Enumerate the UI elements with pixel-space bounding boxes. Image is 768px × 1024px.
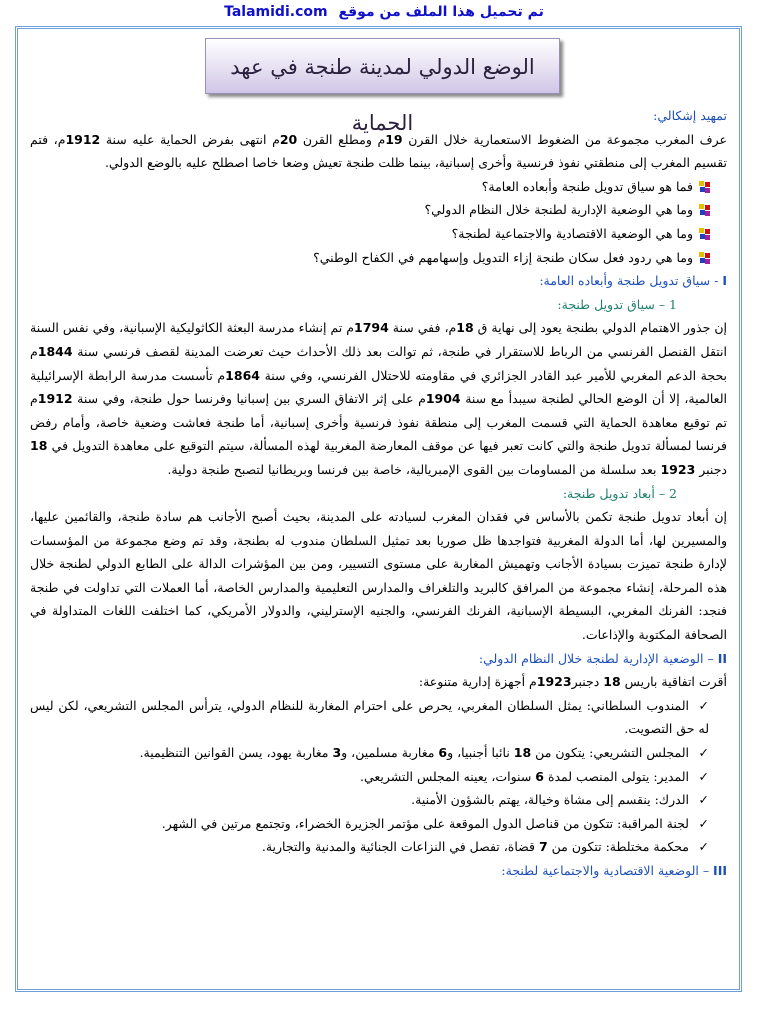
- intro-paragraph: عرف المغرب مجموعة من الضغوط الاستعمارية خلال القرن 19م ومطلع القرن 20م انتهى بفرض الحماية عليه سنة 1912م، فتم تقسيم المغرب إلى منطقتي نفوذ فرنسية وأخرى إسبانية، بينما ظلت طنجة تعيش وضعا خاصا اصطلح عليه بالوضع الدولي.: [30, 131, 727, 171]
- checkmark-icon: ✓: [698, 745, 709, 761]
- section-2-heading: II – الوضعية الإدارية لطنجة خلال النظام الدولي:: [478, 650, 727, 666]
- section-1-1-paragraph: إن جذور الاهتمام الدولي بطنجة يعود إلى نهاية ق 18م، ففي سنة 1794م تم إنشاء مدرسة البعثة الكاثوليكية الإسبانية، وفي نفس السنة انتقل القنصل الفرنسي من الرباط للاستقرار في طنجة، ثم توالت بعد ذلك الأحداث حيث تعرضت المدينة لقصف فرنسي سنة 1844م بحجة الدعم المغربي للأمير عبد القادر الجزائري في مقاومته للاحتلال الفرنسي، وفي سنة 1864م تأسست مدرسة الرابطة الإسرائيلية العالمية، إلا أن الوضع الحالي لطنجة سيبدأ مع سنة 1904م على إثر الاتفاق السري بين إسبانيا وفرنسا حول طنجة، وفي سنة 1912م تم توقيع معاهدة الحماية التي قسمت المغرب إلى منطقة نفوذ فرنسية وأخرى إسبانية، أما طنجة فعاشت وضعية خاصة، وأمام رفض فرنسا لمسألة تدويل طنجة والتي كانت تعبر فيها عن موقف المعارضة المغربية لهذه المسألة، سيتم التوقيع على معاهدة التدويل في 18 دجنبر 1923 بعد سلسلة من المساومات بين القوى الإمبريالية، خاصة بين فرنسا وبريطانيا لتصبح طنجة دولية.: [30, 320, 727, 477]
- admin-body-item: ✓المندوب السلطاني: يمثل السلطان المغربي، يحرص على احترام المغاربة للنظام الدولي، يترأس المجلس التشريعي، لكن ليس له حق التصويت.: [30, 694, 727, 741]
- section-2-intro: أقرت اتفاقية باريس 18 دجنبر1923م أجهزة إدارية متنوعة:: [418, 674, 727, 690]
- section-3-heading: III – الوضعية الاقتصادية والاجتماعية لطنجة:: [501, 863, 727, 878]
- section-1-heading: I - سياق تدويل طنجة وأبعاده العامة:: [539, 273, 727, 289]
- admin-body-item: ✓لجنة المراقبة: تتكون من قناصل الدول الموقعة على مؤتمر الجزيرة الخضراء، وتجتمع مرتين في الشهر.: [30, 812, 727, 836]
- admin-body-item: ✓المدير: يتولى المنصب لمدة 6 سنوات، يعينه المجلس التشريعي.: [30, 765, 727, 789]
- admin-body-item: ✓الدرك: ينقسم إلى مشاة وخيالة، يهتم بالشؤون الأمنية.: [30, 788, 727, 812]
- multicolor-square-bullet-icon: [699, 228, 711, 240]
- subsection-1-2-heading: 2 – أبعاد تدويل طنجة:: [562, 485, 677, 501]
- checkmark-icon: ✓: [698, 697, 709, 713]
- multicolor-square-bullet-icon: [699, 181, 711, 193]
- checkmark-icon: ✓: [698, 839, 709, 855]
- admin-body-item: ✓المجلس التشريعي: يتكون من 18 نائبا أجنبيا، و6 مغاربة مسلمين، و3 مغاربة يهود، يسن القوانين التنظيمية.: [30, 741, 727, 765]
- document-body: [30, 104, 727, 883]
- download-banner[interactable]: [0, 4, 768, 20]
- question-item: وما هي الوضعية الاقتصادية والاجتماعية لطنجة؟: [30, 222, 727, 246]
- checkmark-icon: ✓: [698, 768, 709, 784]
- intro-heading: تمهيد إشكالي:: [653, 108, 727, 123]
- title-box: [205, 38, 560, 135]
- multicolor-square-bullet-icon: [699, 204, 711, 216]
- section-1-2-paragraph: إن أبعاد تدويل طنجة تكمن بالأساس في فقدان المغرب لسيادته على المدينة، بحيث أصبح الأجانب هم سادة طنجة، والقائمين عليها، والمسيرين لها، أما الدولة المغربية فتواجدها ظل صوريا بعد تمثيل السلطان مندوب له بطنجة، وقد تم وضع مجموعة من المؤسسات لإدارة طنجة تميزت بسيادة الأجانب وتهميش المغاربة على مستوى التسيير، ومن بين المؤشرات الدالة على الطابع الدولي لطنجة خلال هذه المرحلة، إنشاء مجموعة من المرافق كالبريد والتلغراف والمدارس التعليمية والمدارس الخاصة، أما العملات التي تداولت في طنجة فنجد: الفرنك المغربي، البسيطة الإسبانية، الفرنك الفرنسي، والجنيه الإسترليني، والدولار الأمريكي، كما اختلفت اللغات المتداولة في الصحافة المكتوبة والإذاعات.: [30, 509, 727, 643]
- question-item: وما هي الوضعية الإدارية لطنجة خلال النظام الدولي؟: [30, 198, 727, 222]
- admin-body-item: ✓محكمة مختلطة: تتكون من 7 قضاة، تفصل في النزاعات الجنائية والمدنية والتجارية.: [30, 835, 727, 859]
- multicolor-square-bullet-icon: [699, 252, 711, 264]
- page-title: الوضع الدولي لمدينة طنجة في عهد الحماية: [230, 55, 535, 135]
- checkmark-icon: ✓: [698, 792, 709, 808]
- banner-text: تم تحميل هذا الملف من موقع: [338, 4, 544, 20]
- checkmark-icon: ✓: [698, 815, 709, 831]
- question-item: فما هو سياق تدويل طنجة وأبعاده العامة؟: [30, 175, 727, 199]
- subsection-1-1-heading: 1 – سياق تدويل طنجة:: [557, 296, 677, 312]
- question-item: وما هي ردود فعل سكان طنجة إزاء التدويل وإسهامهم في الكفاح الوطني؟: [30, 246, 727, 270]
- site-name[interactable]: Talamidi.com: [224, 4, 328, 20]
